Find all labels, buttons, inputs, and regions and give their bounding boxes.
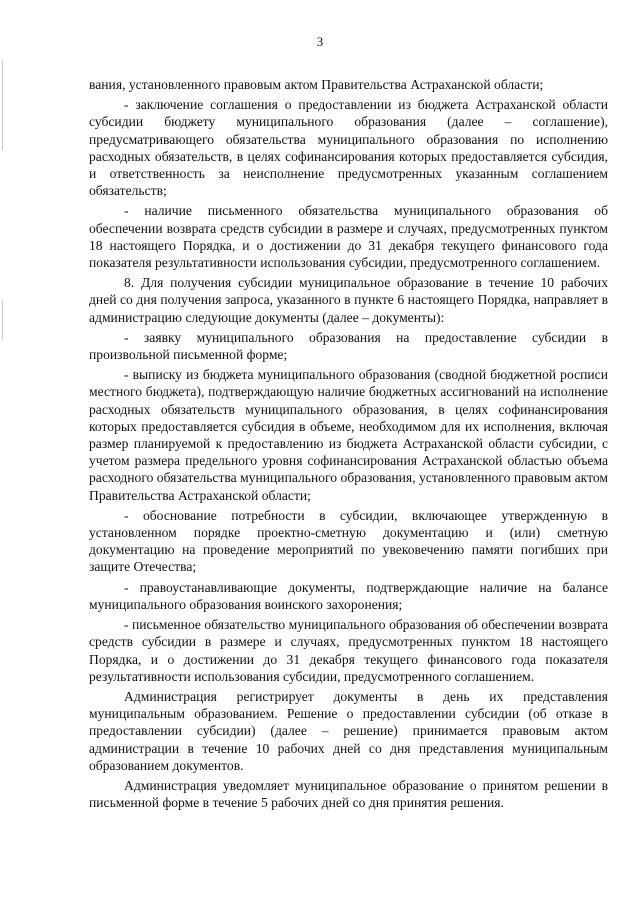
paragraph-budget-extract: - выписку из бюджета муниципального образования (сводной бюджетной росписи местного бюджета), подтверждающую наличие бюджетных ассигнований на исполнение расходных обязательств муниципального образования, в целях софинансирования которых предоставляется субсидия в объеме, необходимом для их исполнения, включая размер планируемой к предоставлению из бюджета Астраханской области субсидии, с учетом размера предельного уровня софинансирования Астраханской областью объема расходного обязательства муниципального образования, установленного правовым актом Правительства Астраханской области; [89,367,609,503]
paragraph-written-obligation: - наличие письменного обязательства муниципального образования об обеспечении возврата средств субсидии в размере и случаях, предусмотренных пунктом 18 настоящего Порядка, и о достижении до 31 декабря текущего финансового года показателя результативности использования субсидии, предусмотренного соглашением. [89,203,608,271]
paragraph-justification: - обоснование потребности в субсидии, включающее утвержденную в установленном порядке проектно-сметную документацию и (или) сметную документацию на проведение мероприятий по увековечению памяти погибших при защите Отечества; [89,507,608,575]
paragraph-notification: Администрация уведомляет муниципальное образование о принятом решении в письменной форме в течение 5 рабочих дней со дня принятия решения. [89,777,608,811]
paragraph-continuation: вания, установленного правовым актом Правительства Астраханской области; [89,77,544,92]
paragraph-item-8: 8. Для получения субсидии муниципальное образование в течение 10 рабочих дней со дня получения запроса, указанного в пункте 6 настоящего Порядка, направляет в администрацию следующие документы (далее – документы): [89,275,608,325]
scan-edge-mark [2,60,3,150]
paragraph-application: - заявку муниципального образования на предоставление субсидии в произвольной письменной форме; [89,329,608,363]
paragraph-obligation: - письменное обязательство муниципального образования об обеспечении возврата средств субсидии в размере и случаях, предусмотренных пунктом 18 настоящего Порядка, и о достижении до 31 декабря текущего финансового года показателя результативности использования субсидии, предусмотренного соглашением. [89,617,608,684]
paragraph-agreement: - заключение соглашения о предоставлении из бюджета Астраханской области субсидии бюджету муниципального образования (далее – соглашение), предусматривающего обязательства муниципального образования по исполнению расходных обязательств, в целях софинансирования которых предоставляется субсидия, и ответственность за неисполнение предусмотренных указанным соглашением обязательств; [89,97,608,199]
page-number: 3 [316,35,324,49]
paragraph-title-documents: - правоустанавливающие документы, подтверждающие наличие на балансе муниципального образования воинского захоронения; [89,579,608,612]
document-body [89,76,608,814]
paragraph-registration: Администрация регистрирует документы в день их представления муниципальным образованием. Решение о предоставлении субсидии (об отказе в предоставлении субсидии) (далее – решение) принимается правовым актом администрации в течение 10 рабочих дней со дня представления муниципальным образованием документов. [89,688,608,773]
scan-edge-mark [2,300,3,340]
